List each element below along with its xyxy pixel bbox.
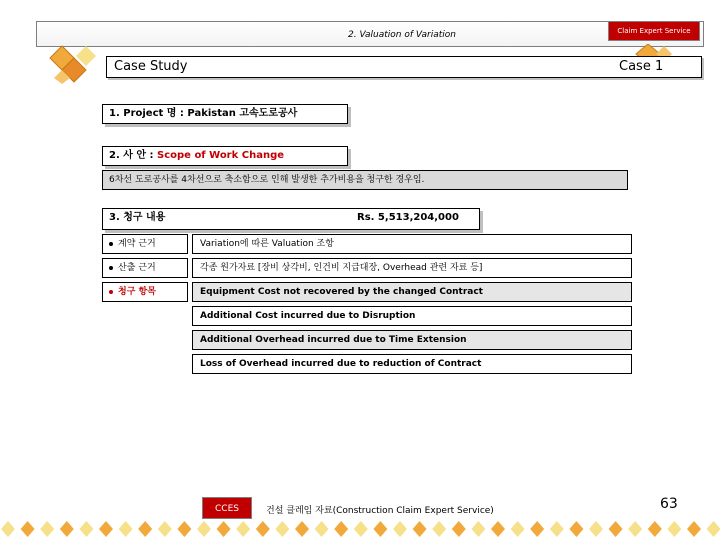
- border-diamond-icon: [119, 521, 133, 537]
- border-diamond-icon: [687, 521, 701, 537]
- border-diamond-icon: [569, 521, 583, 537]
- row-value-contract-basis: Variation에 따른 Valuation 조항: [192, 234, 632, 254]
- row-label-claim-items: [102, 282, 188, 302]
- border-diamond-icon: [667, 521, 681, 537]
- border-diamond-icon: [1, 521, 15, 537]
- border-diamond-icon: [334, 521, 348, 537]
- row-label-text: 청구 항목: [118, 287, 156, 297]
- case-number-label: Case 1: [619, 59, 664, 74]
- border-diamond-icon: [60, 521, 74, 537]
- border-diamond-icon: [550, 521, 564, 537]
- claim-item-4: Loss of Overhead incurred due to reduction of Contract: [192, 354, 632, 374]
- border-diamond-icon: [99, 521, 113, 537]
- border-diamond-icon: [158, 521, 172, 537]
- diamond-border-icon: [0, 518, 720, 540]
- project-name-box: [102, 104, 348, 124]
- border-diamond-icon: [393, 521, 407, 537]
- diamond-decoration-icon: [48, 44, 104, 84]
- border-diamond-icon: [275, 521, 289, 537]
- border-diamond-icon: [707, 521, 720, 537]
- bullet-icon: [109, 290, 113, 294]
- project-name-text: 1. Project 명 : Pakistan 고속도로공사: [109, 108, 298, 119]
- page-title: 2. Valuation of Variation: [348, 30, 456, 40]
- claim-expert-badge: Claim Expert Service: [608, 21, 700, 41]
- case-study-bar: [106, 56, 702, 78]
- scope-description: 6차선 도로공사를 4차선으로 축소함으로 인해 발생한 추가비용을 청구한 경우임.: [102, 170, 628, 190]
- case-study-label: Case Study: [114, 59, 188, 74]
- border-diamond-icon: [197, 521, 211, 537]
- border-diamond-icon: [452, 521, 466, 537]
- bullet-icon: [109, 242, 113, 246]
- claim-amount: Rs. 5,513,204,000: [357, 212, 459, 223]
- border-diamond-icon: [354, 521, 368, 537]
- row-label-text: 산출 근거: [118, 263, 156, 273]
- border-diamond-icon: [79, 521, 93, 537]
- border-diamond-icon: [609, 521, 623, 537]
- claim-item-3: Additional Overhead incurred due to Time Extension: [192, 330, 632, 350]
- border-diamond-icon: [236, 521, 250, 537]
- border-diamond-icon: [491, 521, 505, 537]
- border-diamond-icon: [295, 521, 309, 537]
- footer-text: 건설 클레임 자료(Construction Claim Expert Service): [266, 506, 494, 516]
- border-diamond-icon: [628, 521, 642, 537]
- cces-tag: CCES: [202, 497, 252, 519]
- scope-prefix: 2. 사 안 :: [109, 150, 158, 161]
- border-diamond-icon: [648, 521, 662, 537]
- border-diamond-icon: [511, 521, 525, 537]
- row-label-calculation-basis: [102, 258, 188, 278]
- border-diamond-icon: [177, 521, 191, 537]
- border-diamond-icon: [217, 521, 231, 537]
- border-diamond-icon: [589, 521, 603, 537]
- border-diamond-icon: [471, 521, 485, 537]
- claim-label: 3. 청구 내용: [109, 212, 166, 223]
- border-diamond-icon: [256, 521, 270, 537]
- border-diamond-icon: [138, 521, 152, 537]
- border-diamond-icon: [530, 521, 544, 537]
- row-label-contract-basis: [102, 234, 188, 254]
- scope-value: Scope of Work Change: [157, 150, 285, 161]
- row-value-calculation-basis: 각종 원가자료 [장비 상각비, 인건비 지급대장, Overhead 관련 자료 등]: [192, 258, 632, 278]
- bullet-icon: [109, 266, 113, 270]
- border-diamond-icon: [315, 521, 329, 537]
- border-diamond-icon: [40, 521, 54, 537]
- border-diamond-icon: [21, 521, 35, 537]
- border-diamond-icon: [432, 521, 446, 537]
- border-diamond-icon: [413, 521, 427, 537]
- claim-item-2: Additional Cost incurred due to Disruption: [192, 306, 632, 326]
- page-number: 63: [660, 496, 678, 512]
- scope-box: [102, 146, 348, 166]
- claim-box: [102, 208, 480, 230]
- border-diamond-icon: [373, 521, 387, 537]
- row-value-claim-item-1: Equipment Cost not recovered by the changed Contract: [192, 282, 632, 302]
- row-label-text: 계약 근거: [118, 239, 156, 249]
